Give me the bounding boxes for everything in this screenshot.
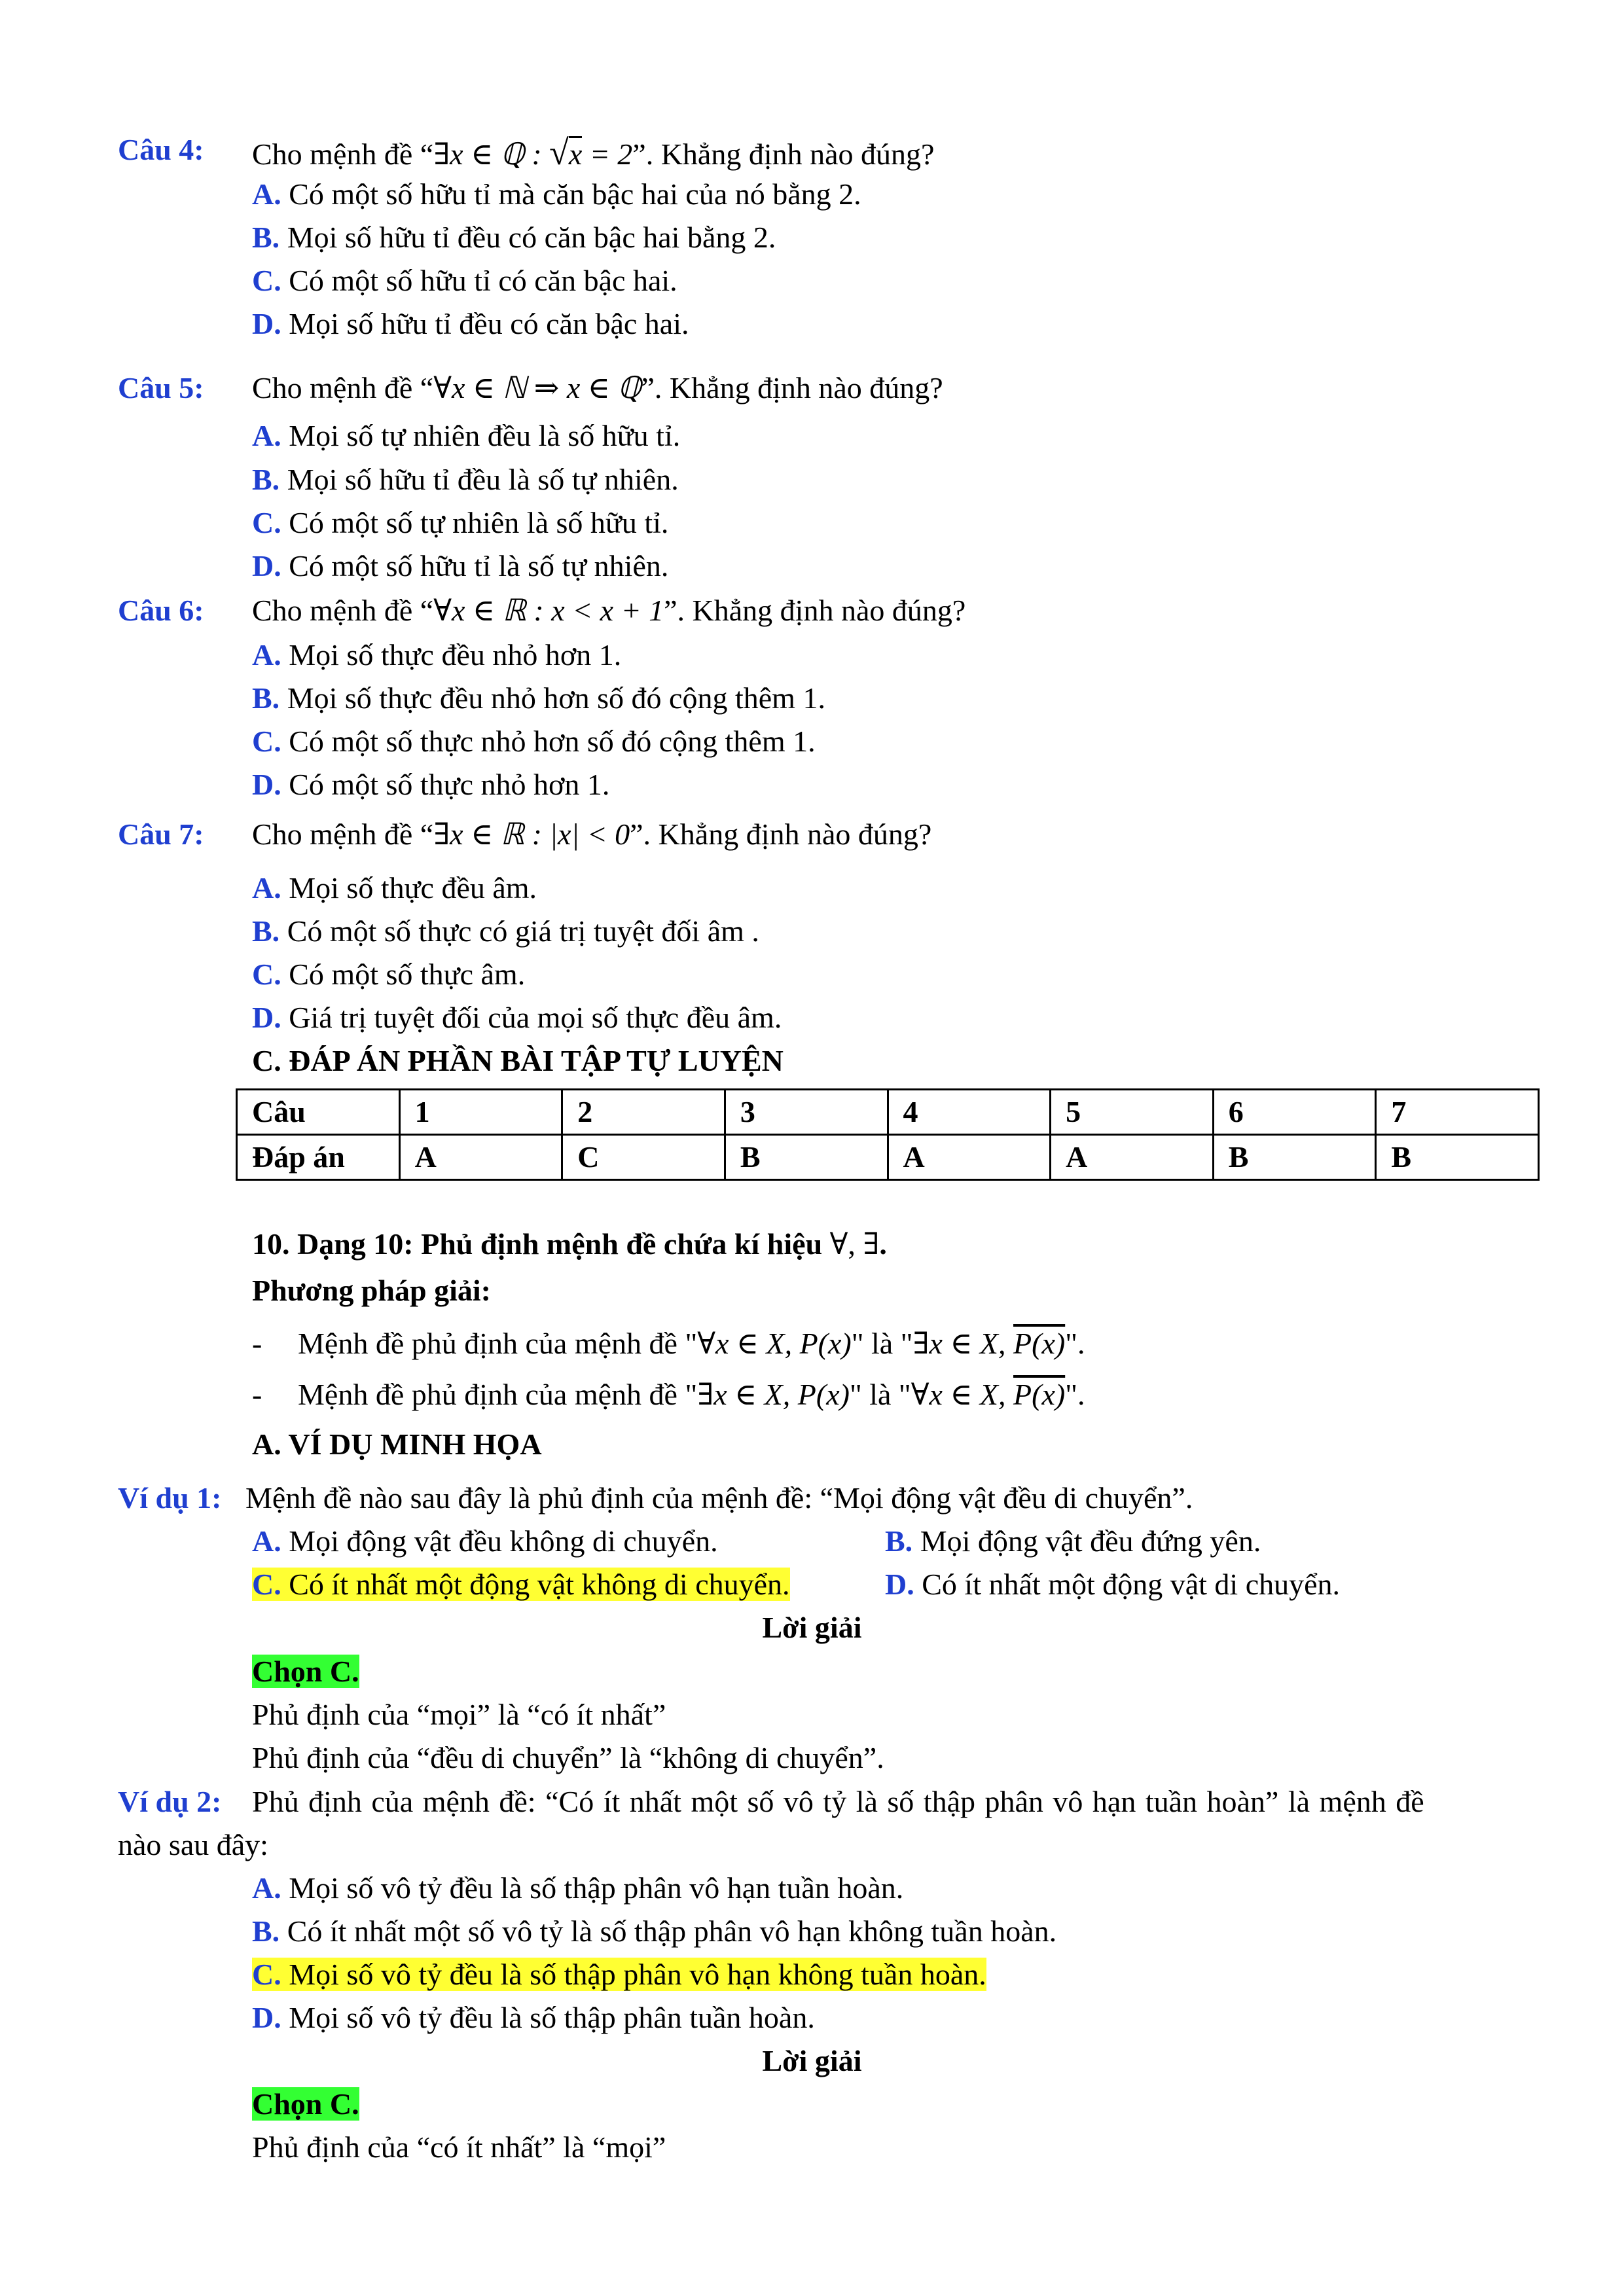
method-title: Phương pháp giải:	[252, 1274, 491, 1307]
question-4-option-a[interactable]: A. Có một số hữu tỉ mà căn bậc hai của nó bằng 2.	[252, 177, 861, 211]
answer-key-answer-cell: A	[888, 1135, 1051, 1180]
example-2-stem-line-1: Phủ định của mệnh đề: “Có ít nhất một số vô tỷ là số thập phân vô hạn tuần hoàn” là mệnh đề	[252, 1785, 1424, 1818]
answer-key-answer-cell: A	[1051, 1135, 1214, 1180]
question-6-option-b[interactable]: B. Mọi số thực đều nhỏ hơn số đó cộng thêm 1.	[252, 681, 825, 715]
example-1-option-d[interactable]: D. Có ít nhất một động vật di chuyển.	[885, 1568, 1341, 1601]
question-5-option-b[interactable]: B. Mọi số hữu tỉ đều là số tự nhiên.	[252, 463, 679, 496]
example-1-explain-1: Phủ định của “mọi” là “có ít nhất”	[252, 1698, 666, 1731]
example-2-option-c[interactable]: C. Mọi số vô tỷ đều là số thập phân vô hạn không tuần hoàn.	[252, 1958, 986, 1991]
example-1-label: Ví dụ 1:	[118, 1481, 222, 1515]
example-2-solution-title: Lời giải	[762, 2044, 862, 2077]
example-2-option-a[interactable]: A. Mọi số vô tỷ đều là số thập phân vô hạn tuần hoàn.	[252, 1871, 904, 1905]
question-6-option-a[interactable]: A. Mọi số thực đều nhỏ hơn 1.	[252, 638, 622, 672]
answer-key-question-cell: 7	[1376, 1090, 1539, 1135]
question-7-stem: Cho mệnh đề “∃x ∈ ℝ : |x| < 0”. Khẳng định nào đúng?	[252, 817, 932, 851]
question-4-stem: Cho mệnh đề “∃x ∈ ℚ : √x = 2”. Khẳng định nào đúng?	[252, 133, 935, 172]
answer-key-answer-cell: B	[1376, 1135, 1539, 1180]
question-7-option-a[interactable]: A. Mọi số thực đều âm.	[252, 871, 537, 905]
question-4-label: Câu 4:	[118, 133, 204, 166]
answer-key-row-questions	[237, 1090, 1539, 1135]
answer-key-row-answers	[237, 1135, 1539, 1180]
example-2-option-d[interactable]: D. Mọi số vô tỷ đều là số thập phân tuần hoàn.	[252, 2001, 815, 2034]
example-2-option-b[interactable]: B. Có ít nhất một số vô tỷ là số thập phân vô hạn không tuần hoàn.	[252, 1914, 1057, 1948]
answer-key-question-cell: 6	[1213, 1090, 1376, 1135]
question-5-stem: Cho mệnh đề “∀x ∈ ℕ ⇒ x ∈ ℚ”. Khẳng định nào đúng?	[252, 371, 943, 404]
rule-1-bullet: -	[252, 1327, 262, 1360]
question-4-option-b[interactable]: B. Mọi số hữu tỉ đều có căn bậc hai bằng 2.	[252, 221, 776, 254]
rule-2: Mệnh đề phủ định của mệnh đề "∃x ∈ X, P(x)" là "∀x ∈ X, P(x)".	[298, 1378, 1085, 1411]
example-1-option-c[interactable]: C. Có ít nhất một động vật không di chuyển.	[252, 1568, 790, 1601]
answer-key-question-cell: 1	[399, 1090, 562, 1135]
example-1-option-b[interactable]: B. Mọi động vật đều đứng yên.	[885, 1524, 1261, 1558]
question-7-option-d[interactable]: D. Giá trị tuyệt đối của mọi số thực đều âm.	[252, 1001, 782, 1034]
question-6-option-c[interactable]: C. Có một số thực nhỏ hơn số đó cộng thêm 1.	[252, 725, 816, 758]
example-2-label: Ví dụ 2:	[118, 1785, 222, 1818]
question-5-option-c[interactable]: C. Có một số tự nhiên là số hữu tỉ.	[252, 506, 669, 539]
question-7-label: Câu 7:	[118, 817, 204, 851]
question-7-option-c[interactable]: C. Có một số thực âm.	[252, 958, 526, 991]
question-4-option-d[interactable]: D. Mọi số hữu tỉ đều có căn bậc hai.	[252, 307, 689, 340]
answer-key-row-head: Đáp án	[237, 1135, 400, 1180]
section-10-title: 10. Dạng 10: Phủ định mệnh đề chứa kí hiệu ∀, ∃.	[252, 1227, 887, 1261]
answer-key-table	[236, 1088, 1540, 1181]
example-2-choice: Chọn C.	[252, 2087, 359, 2121]
example-2-explain-1: Phủ định của “có ít nhất” là “mọi”	[252, 2130, 666, 2164]
question-7-option-b[interactable]: B. Có một số thực có giá trị tuyệt đối âm .	[252, 914, 759, 948]
rule-1: Mệnh đề phủ định của mệnh đề "∀x ∈ X, P(x)" là "∃x ∈ X, P(x)".	[298, 1327, 1085, 1360]
question-5-option-a[interactable]: A. Mọi số tự nhiên đều là số hữu tỉ.	[252, 419, 681, 452]
question-6-label: Câu 6:	[118, 594, 204, 627]
rule-2-bullet: -	[252, 1378, 262, 1411]
example-1-option-a[interactable]: A. Mọi động vật đều không di chuyển.	[252, 1524, 718, 1558]
answer-key-question-cell: 5	[1051, 1090, 1214, 1135]
answer-key-row-head: Câu	[237, 1090, 400, 1135]
answer-key-question-cell: 3	[725, 1090, 888, 1135]
question-6-stem: Cho mệnh đề “∀x ∈ ℝ : x < x + 1”. Khẳng định nào đúng?	[252, 594, 966, 627]
example-2-stem-line-2: nào sau đây:	[118, 1828, 268, 1861]
example-1-solution-title: Lời giải	[762, 1611, 862, 1644]
examples-title: A. VÍ DỤ MINH HỌA	[252, 1427, 542, 1461]
answer-key-answer-cell: C	[562, 1135, 725, 1180]
answer-key-question-cell: 4	[888, 1090, 1051, 1135]
answer-key-answer-cell: B	[725, 1135, 888, 1180]
example-1-explain-2: Phủ định của “đều di chuyển” là “không di chuyển”.	[252, 1741, 884, 1774]
answer-key-answer-cell: A	[399, 1135, 562, 1180]
question-6-option-d[interactable]: D. Có một số thực nhỏ hơn 1.	[252, 768, 610, 801]
answer-key-heading: C. ĐÁP ÁN PHẦN BÀI TẬP TỰ LUYỆN	[252, 1044, 784, 1077]
answer-key-question-cell: 2	[562, 1090, 725, 1135]
example-1-choice: Chọn C.	[252, 1655, 359, 1688]
answer-key-answer-cell: B	[1213, 1135, 1376, 1180]
question-5-label: Câu 5:	[118, 371, 204, 404]
question-5-option-d[interactable]: D. Có một số hữu tỉ là số tự nhiên.	[252, 549, 669, 583]
question-4-option-c[interactable]: C. Có một số hữu tỉ có căn bậc hai.	[252, 264, 677, 297]
example-1-stem: Mệnh đề nào sau đây là phủ định của mệnh đề: “Mọi động vật đều di chuyển”.	[245, 1481, 1193, 1515]
